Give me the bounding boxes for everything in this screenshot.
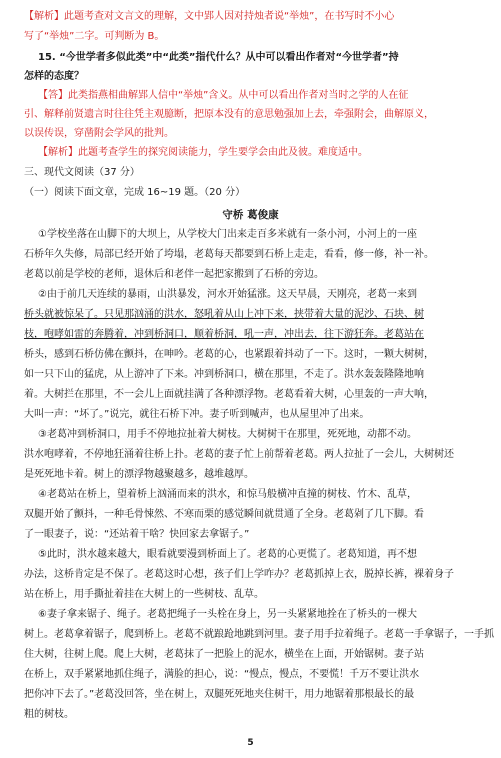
article-line: 大叫一声：“坏了。”说完，就往石桥下冲。妻子听到喊声，也从屋里冲了出来。 [24,409,370,420]
top-block-line: 写了“举烛”二字。可判断为 B。 [24,31,165,42]
article-line: 在桥上，双手紧紧地抓住绳子，满脸的担心，说：“慢点，慢点，不要慌！千万不要让洪水 [24,669,420,680]
article-line: ②由于前几天连续的暴雨，山洪暴发，河水开始猛涨。这天早晨，天刚亮，老葛一来到 [38,289,417,300]
top-block-line: 15. “今世学者多似此类”中“此类”指代什么？从中可以看出作者对“今世学者”持 [38,52,399,63]
top-block-line: （一）阅读下面文章，完成 16~19 题。（20 分） [24,187,246,198]
article-line: ⑤此时，洪水越来越大，眼看就要漫到桥面上了。老葛的心更慌了。老葛知道，再不想 [38,549,417,560]
article-line: 石桥年久失修，局部已经开始了垮塌，老葛每天都要到石桥上走走，看看，修一修，补一补。 [24,249,434,260]
article-line: 枝，咆哮如雷的奔腾着，冲到桥洞口，顺着桥洞，吼一声，冲出去，往下游狂奔。老葛站在 [24,329,424,340]
top-block-line: 【解析】此题考查学生的探究阅读能力，学生要学会由此及彼。难度适中。 [38,147,368,158]
article-line: 老葛以前是学校的老师，退休后和老伴一起把家搬到了石桥的旁边。 [24,269,324,280]
article-title: 守桥 葛俊康 [222,209,279,221]
article-line: 桥头，感到石桥仿佛在颤抖，在呻吟。老葛的心，也紧跟着抖动了一下。这时，一颗大树树， [24,349,434,360]
page-number: 5 [247,738,254,748]
article-line: 树上。老葛拿着锯子，爬到桥上。老葛不就踉跄地跳到河里。妻子用手拉着绳子。老葛一手拿锯子，一手抓 [24,629,494,640]
article-line: 把你冲下去了。”老葛没回答，坐在树上，双腿死死地夹住树干，用力地锯着那根最长的最 [24,689,415,700]
article-line: ①学校坐落在山脚下的大坝上，从学校大门出来走百多米就有一条小河，小河上的一座 [38,229,417,240]
article-line: 住大树，往树上爬。爬上大树，老葛抹了一把脸上的泥水，横坐在上面，开始锯树。妻子站 [24,649,424,660]
top-block-line: 【解析】此题考查对文言文的理解，文中郢人因对持烛者说“举烛”，在书写时不小心 [24,11,395,22]
article-line: ④老葛站在桥上，望着桥上汹涌而来的洪水，和惊马般横冲直撞的树枝、竹木、乱草， [38,489,417,500]
article-line: 办法，这桥肯定是不保了。老葛这时心想，孩子们上学咋办？老葛抓掉上衣，脱掉长裤，裸着身子 [24,569,454,580]
article-line: 桥头就被惊呆了。只见那汹涌的洪水，怒吼着从山上冲下来，挟带着大量的泥沙、石块、树 [24,309,424,320]
article-line: 双腿开始了颤抖，一种毛骨悚然、不寒而栗的感觉瞬间就贯通了全身。老葛剁了几下脚。看 [24,509,424,520]
top-block-line: 引、解释前贤遗言时往往凭主观臆断，把原本没有的意思勉强加上去，牵强附会，曲解原义， [24,109,434,120]
article-line: ⑥妻子拿来锯子、绳子。老葛把绳子一头栓在身上，另一头紧紧地拴在了桥头的一棵大 [38,609,417,620]
top-block-line: 以误传误，穿凿附会学风的批判。 [24,128,174,139]
top-block-line: 【答】此类指燕相曲解郢人信中“举烛”含义。从中可以看出作者对当时之学的人在征 [38,90,409,101]
article-line: 如一只下山的猛虎，从上游冲了下来。冲到桥洞口，横在那里，不走了。洪水轰轰隆隆地响 [24,369,424,380]
article-line: 粗的树枝。 [24,709,74,720]
article-line: 了一眼妻子，说：“还站着干啥？快回家去拿锯子。” [24,529,250,540]
article-line: 站在桥上，用手撕扯着挂在大树上的一些树枝、乱草。 [24,589,264,600]
article-line: ③老葛冲到桥洞口，用手不停地拉扯着大树枝。大树树干在那里，死死地，动都不动。 [38,429,417,440]
article-line: 洪水咆哮着，不停地狂涌着往桥上扑。老葛的妻子忙上前帮着老葛。两人拉扯了一会儿，大树树还 [24,449,454,460]
top-block-line: 怎样的态度？ [24,71,84,82]
top-block-line: 三、现代文阅读（37 分） [24,167,140,178]
article-line: 着。大树拦在那里，不一会儿上面就挂满了各种漂浮物。老葛看着大树，心里轰的一声大响， [24,389,434,400]
article-line: 是死死地卡着。树上的漂浮物越聚越多，越堆越厚。 [24,469,254,480]
